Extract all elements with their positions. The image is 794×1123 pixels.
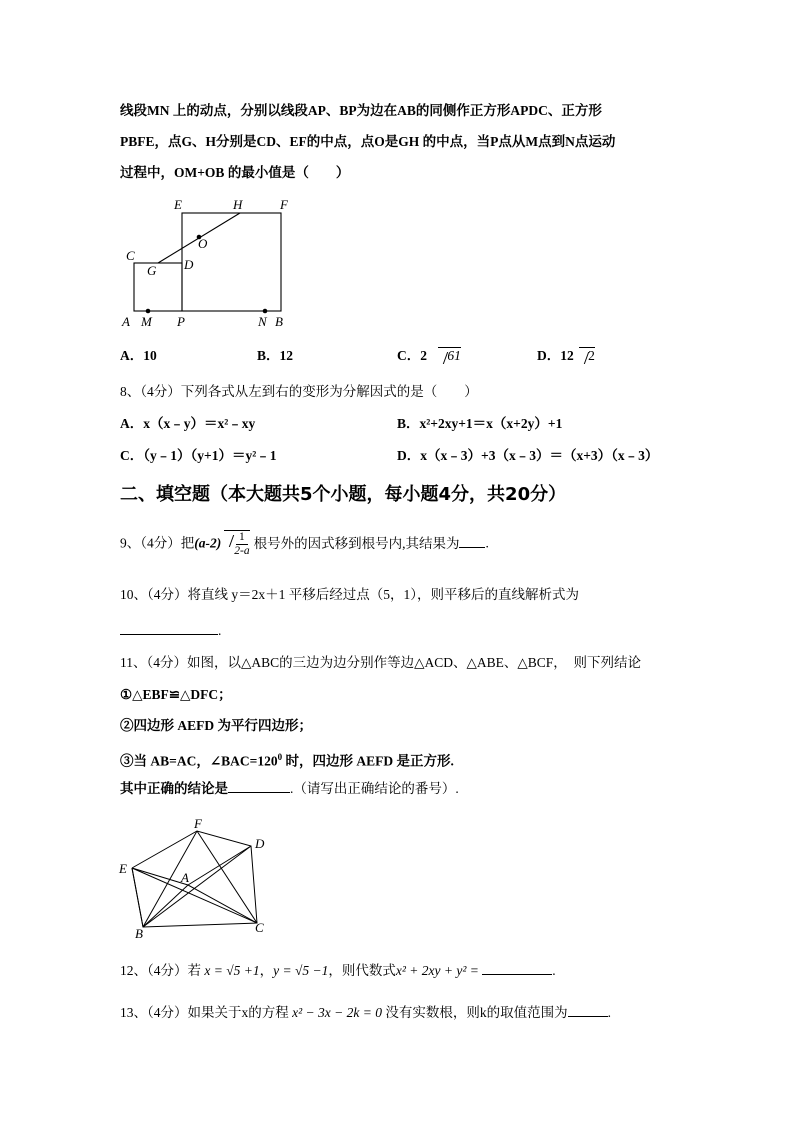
q12-answer-blank[interactable] — [482, 960, 552, 975]
section-heading: 二、填空题（本大题共5个小题，每小题4分，共20分） — [120, 484, 567, 505]
q11-ask-prefix: 其中正确的结论是 — [120, 781, 228, 796]
q13-end: . — [607, 1005, 611, 1020]
q12-prefix: 12、（4分）若 — [120, 963, 201, 978]
q7-option-d-prefix: D．12 — [537, 348, 574, 363]
q12-separator: ， — [259, 963, 274, 978]
q9: 9、（4分）把(a-2) $\frac{1}{2-a}$ 根号外的因式移到根号内,其结果为 . — [120, 531, 489, 557]
point-m — [146, 309, 151, 314]
segment-ac — [188, 885, 257, 923]
label-p: P — [177, 314, 185, 329]
q11-c3-suffix: 时，四边形 AEFD 是正方形. — [282, 753, 454, 769]
square-pbfe — [182, 213, 281, 311]
q13-answer-blank[interactable] — [568, 1002, 608, 1017]
segment-db — [143, 846, 251, 927]
label-a: A — [122, 314, 130, 329]
q13-prefix: 13、（4分）如果关于x的方程 — [120, 1005, 289, 1020]
q10-stem: 10、（4分）将直线 y＝2x＋1 平移后经过点（5，1），则平移后的直线解析式为 — [120, 587, 579, 602]
label-c: C — [126, 248, 135, 263]
square-apdc — [134, 263, 182, 311]
q10-answer-blank[interactable] — [120, 620, 218, 635]
segment-da — [188, 846, 251, 885]
label-e: E — [174, 197, 182, 212]
label-o: O — [198, 236, 208, 251]
q8-stem: 8、（4分）下列各式从左到右的变形为分解因式的是（ ） — [120, 384, 478, 399]
label-n: N — [258, 314, 267, 329]
q7-square-figure — [118, 193, 303, 333]
q12-mid: ，则代数式 — [328, 963, 396, 978]
q11-c3-prefix: ③当 AB=AC，∠BAC=120 — [120, 753, 278, 769]
q12-end: . — [552, 963, 556, 978]
q11-conclusion-1: ①△EBF≌△DFC； — [120, 687, 232, 702]
label-c: C — [255, 920, 264, 935]
label-d: D — [184, 257, 194, 272]
label-g: G — [147, 263, 157, 278]
q8-option-a: A．x（x﹣y）＝x²﹣xy — [120, 416, 256, 431]
q8-option-c: C．（y﹣1）（y+1）＝y²﹣1 — [120, 448, 277, 463]
q12 — [120, 960, 556, 981]
label-b: B — [135, 926, 143, 940]
q7-option-a: A．10 — [120, 348, 157, 363]
q7-line2: PBFE，点G、H分别是CD、EF的中点，点O是GH 的中点，当P点从M点到N点运动 — [120, 134, 616, 149]
q7-option-c-prefix: C．2 — [397, 348, 427, 363]
point-n — [263, 309, 268, 314]
q13-equation: x² − 3x − 2k = 0 — [292, 1005, 382, 1020]
label-d: D — [255, 836, 265, 851]
q8-option-b: B．x²+2xy+1＝x（x+2y）+1 — [397, 416, 563, 431]
q8-option-d: D．x（x﹣3）+3（x﹣3）＝（x+3）（x﹣3） — [397, 448, 659, 463]
label-f: F — [280, 197, 288, 212]
segment-ec — [132, 868, 257, 923]
q7-option-c — [397, 346, 461, 366]
q9-answer-blank[interactable] — [459, 533, 485, 548]
q9-radical — [224, 530, 249, 558]
q10-end: . — [218, 623, 222, 638]
q7-option-c-radicand: 61 — [438, 347, 461, 364]
label-f: F — [194, 816, 202, 831]
q7-option-d — [537, 346, 595, 366]
label-b: B — [275, 314, 283, 329]
q9-prefix: 9、（4分）把 — [120, 535, 195, 551]
q11-answer-blank[interactable] — [228, 778, 290, 793]
q9-frac-den: 2-a — [234, 545, 250, 557]
q7-line3: 过程中，OM+OB 的最小值是（ ） — [120, 165, 350, 180]
q7-option-b: B．12 — [257, 348, 294, 363]
q11-ask — [120, 778, 459, 799]
label-a: A — [181, 870, 189, 885]
q13-text: 没有实数根，则k的取值范围为 — [385, 1005, 568, 1020]
q9-frac-num: 1 — [236, 531, 248, 545]
label-m: M — [141, 314, 152, 329]
q7-line1: 线段MN 上的动点，分别以线段AP、BP为边在AB的同侧作正方形APDC、正方形 — [120, 103, 602, 118]
label-h: H — [233, 197, 243, 212]
q11-stem: 11、（4分）如图，以△ABC的三边为边分别作等边△ACD、△ABE、△BCF， 则下列结论 — [120, 655, 642, 670]
segment-ab — [143, 885, 188, 927]
segment-eb — [132, 868, 143, 927]
q10-answer-line — [120, 620, 221, 641]
q12-x-expression: x = √5 +1 — [204, 963, 260, 978]
q11-conclusion-3 — [120, 747, 454, 772]
q9-coefficient: (a-2) — [194, 535, 222, 551]
q12-y-expression: y = √5 −1 — [273, 963, 329, 978]
label-e: E — [119, 861, 127, 876]
q13 — [120, 1002, 611, 1023]
q11-triangle-figure — [115, 815, 275, 940]
q11-conclusion-2: ②四边形 AEFD 为平行四边形； — [120, 718, 312, 733]
q9-text: 根号外的因式移到根号内,其结果为 — [253, 535, 460, 551]
q7-option-d-radicand: 2 — [579, 347, 595, 364]
segment-ea — [132, 868, 188, 885]
q11-c3-superscript: 0 — [277, 752, 283, 762]
q11-ask-suffix: .（请写出正确结论的番号）. — [290, 781, 459, 796]
q12-expression: x² + 2xy + y² = — [395, 963, 479, 978]
